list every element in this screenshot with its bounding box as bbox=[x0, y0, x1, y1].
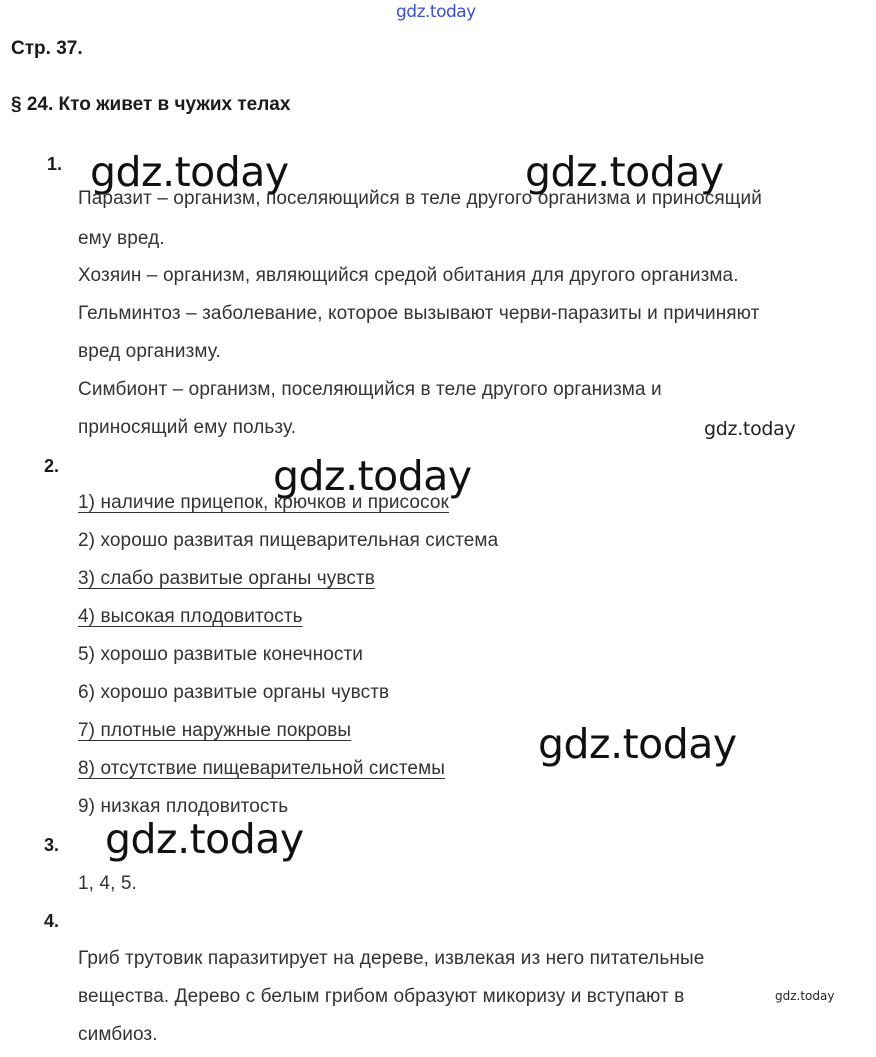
task-1-line: приносящий ему пользу. bbox=[78, 417, 297, 438]
task-4-line: симбиоз. bbox=[78, 1024, 158, 1045]
task-2-item: 7) плотные наружные покровы bbox=[78, 720, 352, 741]
task-2-item: 1) наличие прицепок, крючков и присосок bbox=[78, 492, 449, 513]
task-2-item: 2) хорошо развитая пищеварительная система bbox=[78, 530, 499, 551]
task-2-item: 9) низкая плодовитость bbox=[78, 796, 289, 817]
task-4-line: вещества. Дерево с белым грибом образуют микоризу и вступают в bbox=[78, 986, 685, 1007]
watermark: gdz.today bbox=[525, 148, 724, 196]
task-4-number: 4. bbox=[44, 911, 60, 931]
watermark: gdz.today bbox=[105, 815, 304, 863]
task-4-line: Гриб трутовик паразитирует на дереве, извлекая из него питательные bbox=[78, 948, 705, 969]
task-2-item: 6) хорошо развитые органы чувств bbox=[78, 682, 390, 703]
task-3-number: 3. bbox=[44, 835, 60, 855]
task-2-item: 4) высокая плодовитость bbox=[78, 606, 303, 627]
watermark: gdz.today bbox=[538, 720, 737, 768]
section-title: § 24. Кто живет в чужих телах bbox=[11, 94, 291, 115]
watermark: gdz.today bbox=[704, 418, 796, 440]
watermark: gdz.today bbox=[90, 148, 289, 196]
task-1-line: вред организму. bbox=[78, 341, 221, 362]
watermark: gdz.today bbox=[775, 989, 835, 1003]
task-1-line: ему вред. bbox=[78, 228, 165, 249]
task-1-line: Паразит – организм, поселяющийся в теле другого организма и приносящий bbox=[78, 188, 762, 209]
task-1-line: Хозяин – организм, являющийся средой обитания для другого организма. bbox=[78, 265, 739, 286]
task-2-number: 2. bbox=[44, 456, 60, 476]
task-3-answer: 1, 4, 5. bbox=[78, 873, 137, 894]
task-1-line: Симбионт – организм, поселяющийся в теле другого организма и bbox=[78, 379, 662, 400]
watermark: gdz.today bbox=[273, 452, 472, 500]
task-1-number: 1. bbox=[47, 154, 63, 174]
page-number: Стр. 37. bbox=[11, 38, 83, 59]
task-2-item: 3) слабо развитые органы чувств bbox=[78, 568, 375, 589]
task-2-item: 8) отсутствие пищеварительной системы bbox=[78, 758, 446, 779]
task-1-line: Гельминтоз – заболевание, которое вызывают черви-паразиты и причиняют bbox=[78, 303, 760, 324]
top-watermark: gdz.today bbox=[396, 2, 476, 22]
task-2-item: 5) хорошо развитые конечности bbox=[78, 644, 363, 665]
